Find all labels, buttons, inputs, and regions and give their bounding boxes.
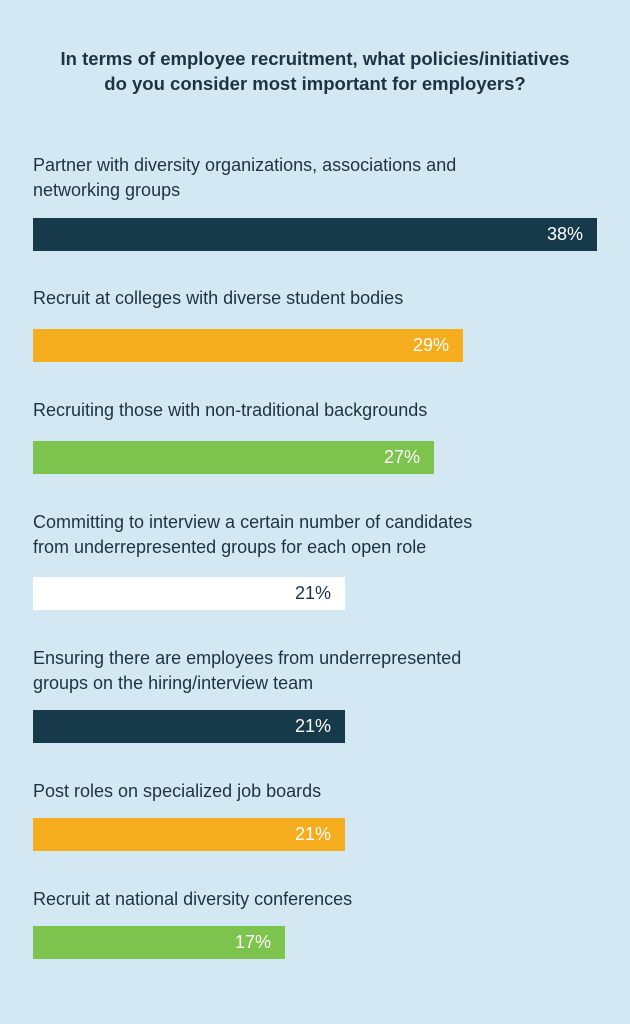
bar [33, 926, 285, 959]
category-label-line: Recruiting those with non-traditional backgrounds [33, 400, 428, 420]
category-label [33, 153, 613, 203]
chart-title-line-2: do you consider most important for employers? [104, 73, 526, 94]
bar [33, 329, 463, 362]
bar [33, 218, 597, 251]
chart-title-line-1: In terms of employee recruitment, what policies/initiatives [60, 48, 570, 69]
bar-value-label: 17% [234, 932, 271, 952]
category-label-line: Ensuring there are employees from underrepresented [33, 648, 462, 668]
bar [33, 818, 345, 851]
category-label-line: networking groups [33, 180, 181, 200]
category-label-line: Post roles on specialized job boards [33, 781, 322, 801]
bar [33, 577, 345, 610]
category-label [33, 887, 613, 912]
bar-value-label: 27% [383, 447, 420, 467]
category-label-line: groups on the hiring/interview team [33, 673, 314, 693]
bar-value-label: 38% [546, 224, 583, 244]
category-label-line: Partner with diversity organizations, associations and [33, 155, 457, 175]
bar-value-label: 29% [412, 335, 449, 355]
category-label [33, 398, 613, 423]
chart-title [0, 46, 630, 96]
bar-value-label: 21% [294, 824, 331, 844]
category-label [33, 779, 613, 804]
category-label [33, 646, 613, 696]
bar-value-label: 21% [294, 716, 331, 736]
category-label-line: from underrepresented groups for each open role [33, 537, 427, 557]
category-label [33, 286, 613, 311]
bar [33, 710, 345, 743]
category-label-line: Recruit at national diversity conferences [33, 889, 353, 909]
category-label-line: Committing to interview a certain number of candidates [33, 512, 473, 532]
bar-value-label: 21% [294, 583, 331, 603]
category-label-line: Recruit at colleges with diverse student bodies [33, 288, 404, 308]
category-label [33, 510, 613, 560]
bar [33, 441, 434, 474]
